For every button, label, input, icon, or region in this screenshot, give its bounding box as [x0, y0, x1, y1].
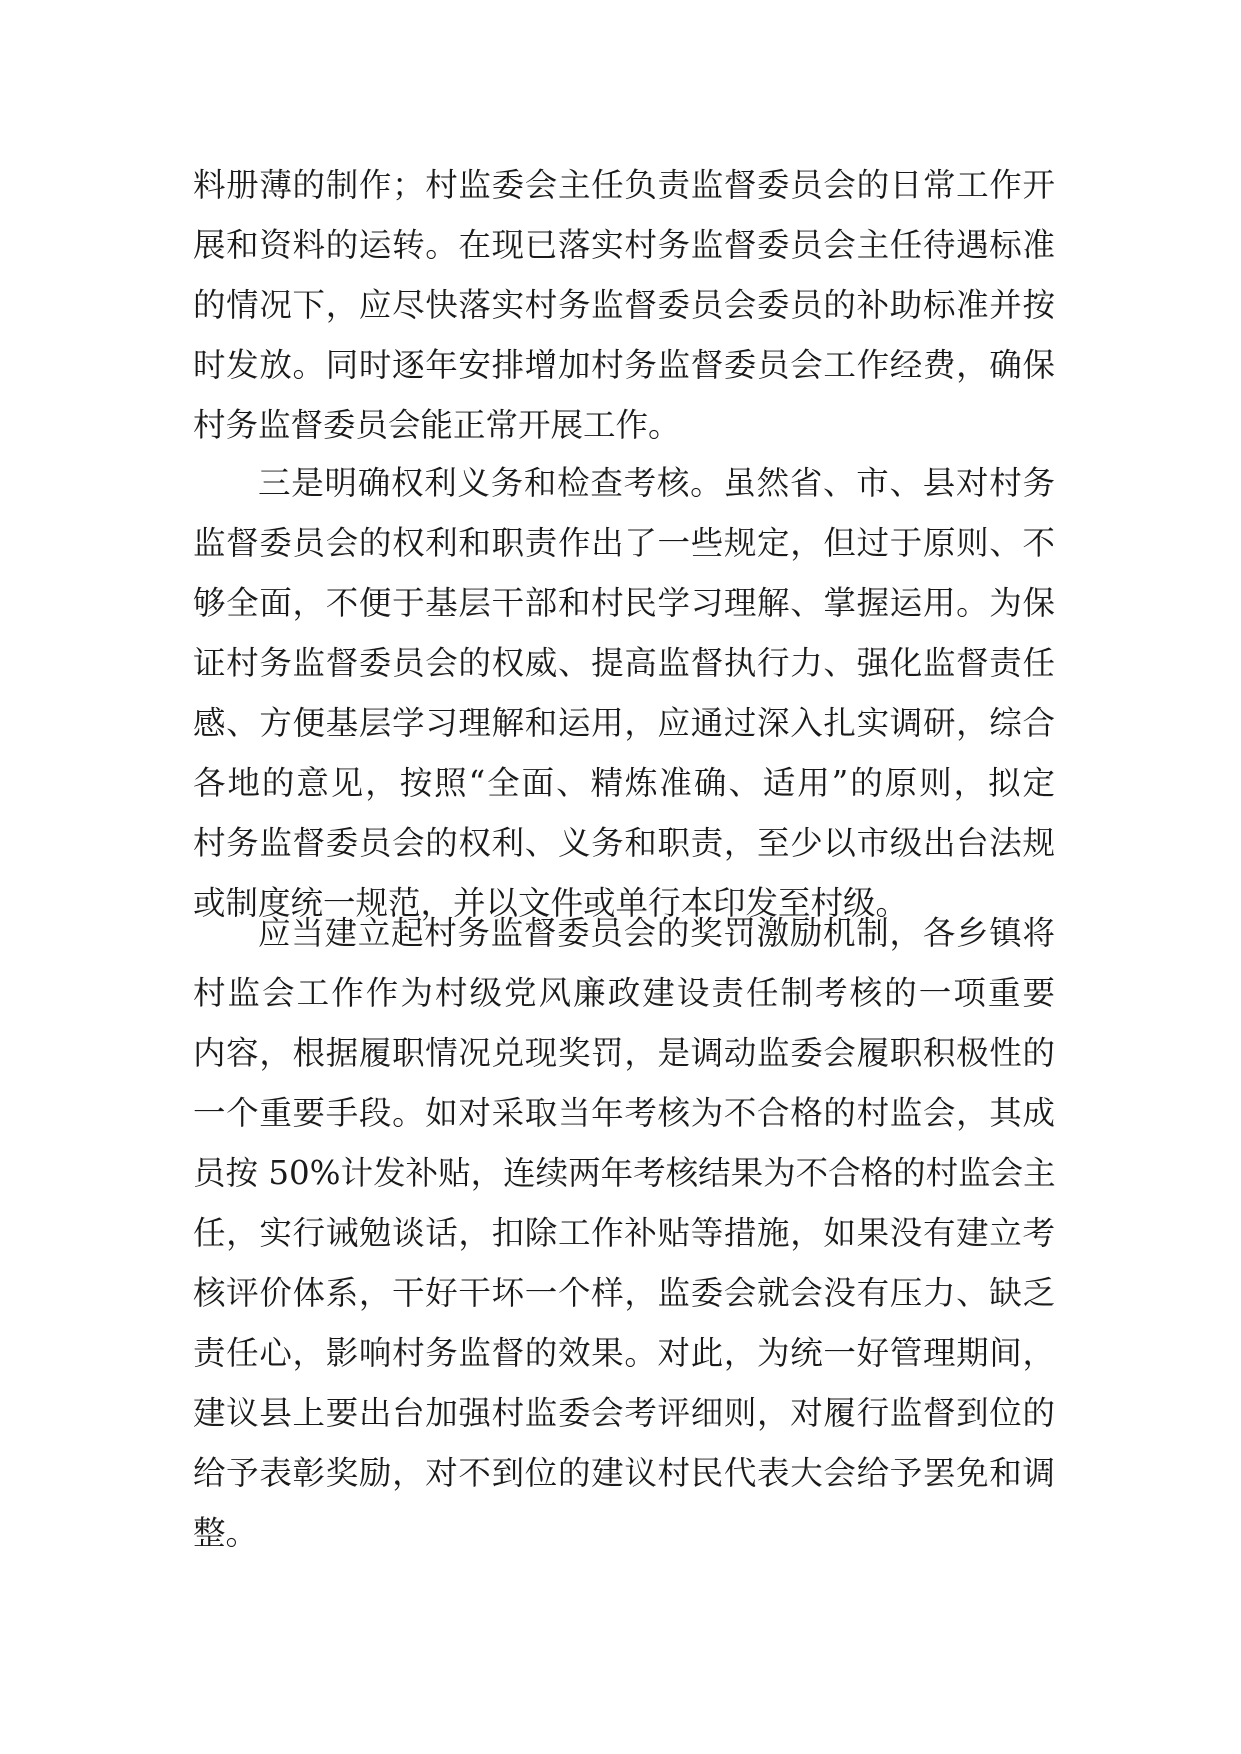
paragraph-line: 村务监督委员会能正常开展工作。 [193, 406, 681, 444]
paragraph-line: 核评价体系，干好干坏一个样，监委会就会没有压力、缺乏 [193, 1274, 1055, 1312]
paragraph-line: 展和资料的运转。在现已落实村务监督委员会主任待遇标准 [193, 226, 1055, 264]
paragraph-line: 监督委员会的权利和职责作出了一些规定，但过于原则、不 [193, 524, 1055, 562]
paragraph-line: 或制度统一规范，并以文件或单行本印发至村级。 [193, 884, 909, 922]
paragraph-line: 责任心，影响村务监督的效果。对此，为统一好管理期间， [193, 1334, 1055, 1372]
paragraph-line: 内容，根据履职情况兑现奖罚，是调动监委会履职积极性的 [193, 1034, 1055, 1072]
paragraph-line: 应当建立起村务监督委员会的奖罚激励机制，各乡镇将 [258, 914, 1055, 952]
paragraph-line: 一个重要手段。如对采取当年考核为不合格的村监会，其成 [193, 1094, 1055, 1132]
paragraph-line: 任，实行诫勉谈话，扣除工作补贴等措施，如果没有建立考 [193, 1214, 1055, 1252]
paragraph-line: 整。 [193, 1514, 259, 1552]
paragraph-line: 证村务监督委员会的权威、提高监督执行力、强化监督责任 [193, 644, 1055, 682]
paragraph-line: 员按 50%计发补贴，连续两年考核结果为不合格的村监会主 [193, 1154, 1056, 1192]
paragraph-1 [193, 155, 1055, 455]
paragraph-line: 各地的意见，按照“全面、精炼准确、适用”的原则，拟定 [193, 764, 1055, 802]
paragraph-line: 村务监督委员会的权利、义务和职责，至少以市级出台法规 [193, 824, 1055, 862]
paragraph-line: 的情况下，应尽快落实村务监督委员会委员的补助标准并按 [193, 286, 1055, 324]
paragraph-line: 村监会工作作为村级党风廉政建设责任制考核的一项重要 [193, 974, 1055, 1012]
paragraph-line: 时发放。同时逐年安排增加村务监督委员会工作经费，确保 [193, 346, 1055, 384]
paragraph-line: 够全面，不便于基层干部和村民学习理解、掌握运用。为保 [193, 584, 1055, 622]
paragraph-line: 料册薄的制作；村监委会主任负责监督委员会的日常工作开 [193, 166, 1055, 204]
paragraph-line: 给予表彰奖励，对不到位的建议村民代表大会给予罢免和调 [193, 1454, 1055, 1492]
paragraph-2 [193, 453, 1055, 933]
paragraph-line: 三是明确权利义务和检查考核。虽然省、市、县对村务 [258, 464, 1055, 502]
paragraph-line: 感、方便基层学习理解和运用，应通过深入扎实调研，综合 [193, 704, 1055, 742]
paragraph-3 [193, 903, 1055, 1563]
paragraph-line: 建议县上要出台加强村监委会考评细则，对履行监督到位的 [193, 1394, 1055, 1432]
